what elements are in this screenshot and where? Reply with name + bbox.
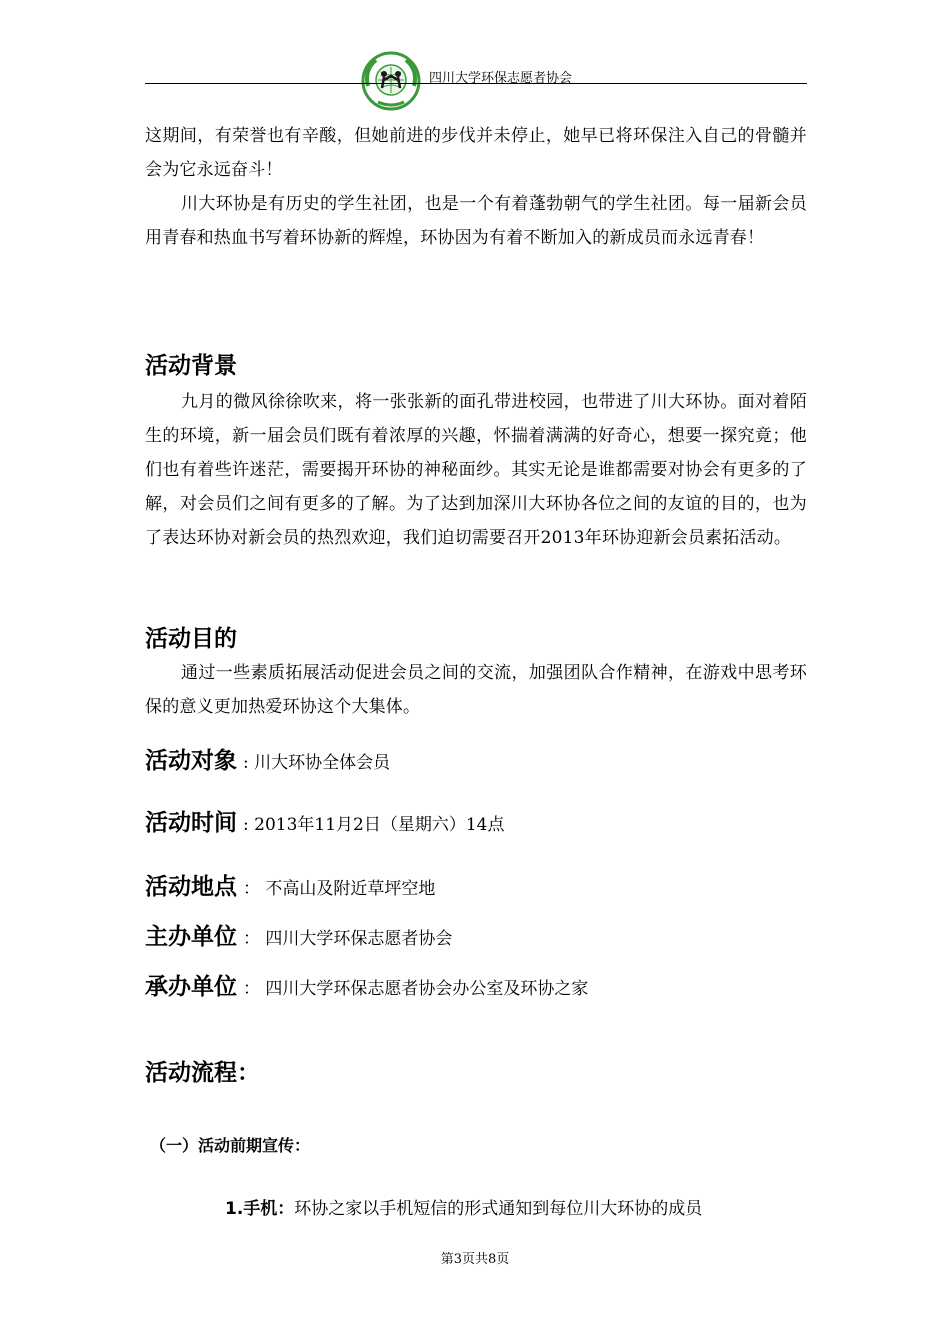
host-label: 主办单位 <box>145 924 237 950</box>
target-row <box>145 742 390 775</box>
time-label: 活动时间 <box>145 810 237 836</box>
host-value: ： 四川大学环保志愿者协会 <box>243 929 453 949</box>
time-value: : 2013年11月2日（星期六）14点 <box>243 815 505 835</box>
header-org-name: 四川大学环保志愿者协会 <box>429 71 573 86</box>
organizer-row <box>145 968 588 1001</box>
target-label: 活动对象 <box>145 748 237 774</box>
host-row <box>145 918 452 951</box>
organizer-value: ： 四川大学环保志愿者协会办公室及环协之家 <box>243 979 589 999</box>
header-divider <box>145 83 807 84</box>
purpose-heading: 活动目的 <box>145 626 237 652</box>
process-item-1 <box>225 1194 702 1219</box>
intro-paragraph-2: 川大环协是有历史的学生社团，也是一个有着蓬勃朝气的学生社团。每一届新会员用青春和热血书写着环协新的辉煌，环协因为有着不断加入的新成员而永远青春！ <box>145 194 807 248</box>
place-value: ： 不高山及附近草坪空地 <box>243 879 436 899</box>
process-heading: 活动流程： <box>145 1060 260 1086</box>
intro-paragraph-1: 这期间，有荣誉也有辛酸，但她前进的步伐并未停止，她早已将环保注入自己的骨髓并会为它永远奋斗！ <box>145 126 807 180</box>
place-label: 活动地点 <box>145 874 237 900</box>
target-value: : 川大环协全体会员 <box>243 753 391 773</box>
page-header <box>145 50 807 100</box>
time-row <box>145 804 504 837</box>
process-item-1-text: 环协之家以手机短信的形式通知到每位川大环协的成员 <box>294 1199 703 1219</box>
background-paragraph: 九月的微风徐徐吹来，将一张张新的面孔带进校园，也带进了川大环协。面对着陌生的环境，新一届会员们既有着浓厚的兴趣，怀揣着满满的好奇心，想要一探究竟；他们也有着些许迷茫，需要揭开环协的神秘面纱。其实无论是谁都需要对协会有更多的了解，对会员们之间有更多的了解。为了达到加深川大环协各位之间的友谊的目的，也为了表达环协对新会员的热烈欢迎，我们迫切需要召开2013年环协迎新会员素拓活动。 <box>145 392 807 548</box>
process-item-1-number: 1.手机： <box>225 1199 295 1219</box>
place-row <box>145 868 435 901</box>
association-logo-icon <box>360 50 422 112</box>
page-footer: 第3页共8页 <box>440 1252 510 1267</box>
purpose-paragraph: 通过一些素质拓展活动促进会员之间的交流，加强团队合作精神，在游戏中思考环保的意义更加热爱环协这个大集体。 <box>145 663 807 717</box>
background-heading: 活动背景 <box>145 353 237 379</box>
organizer-label: 承办单位 <box>145 974 237 1000</box>
process-subheading-1: （一）活动前期宣传： <box>150 1136 311 1155</box>
